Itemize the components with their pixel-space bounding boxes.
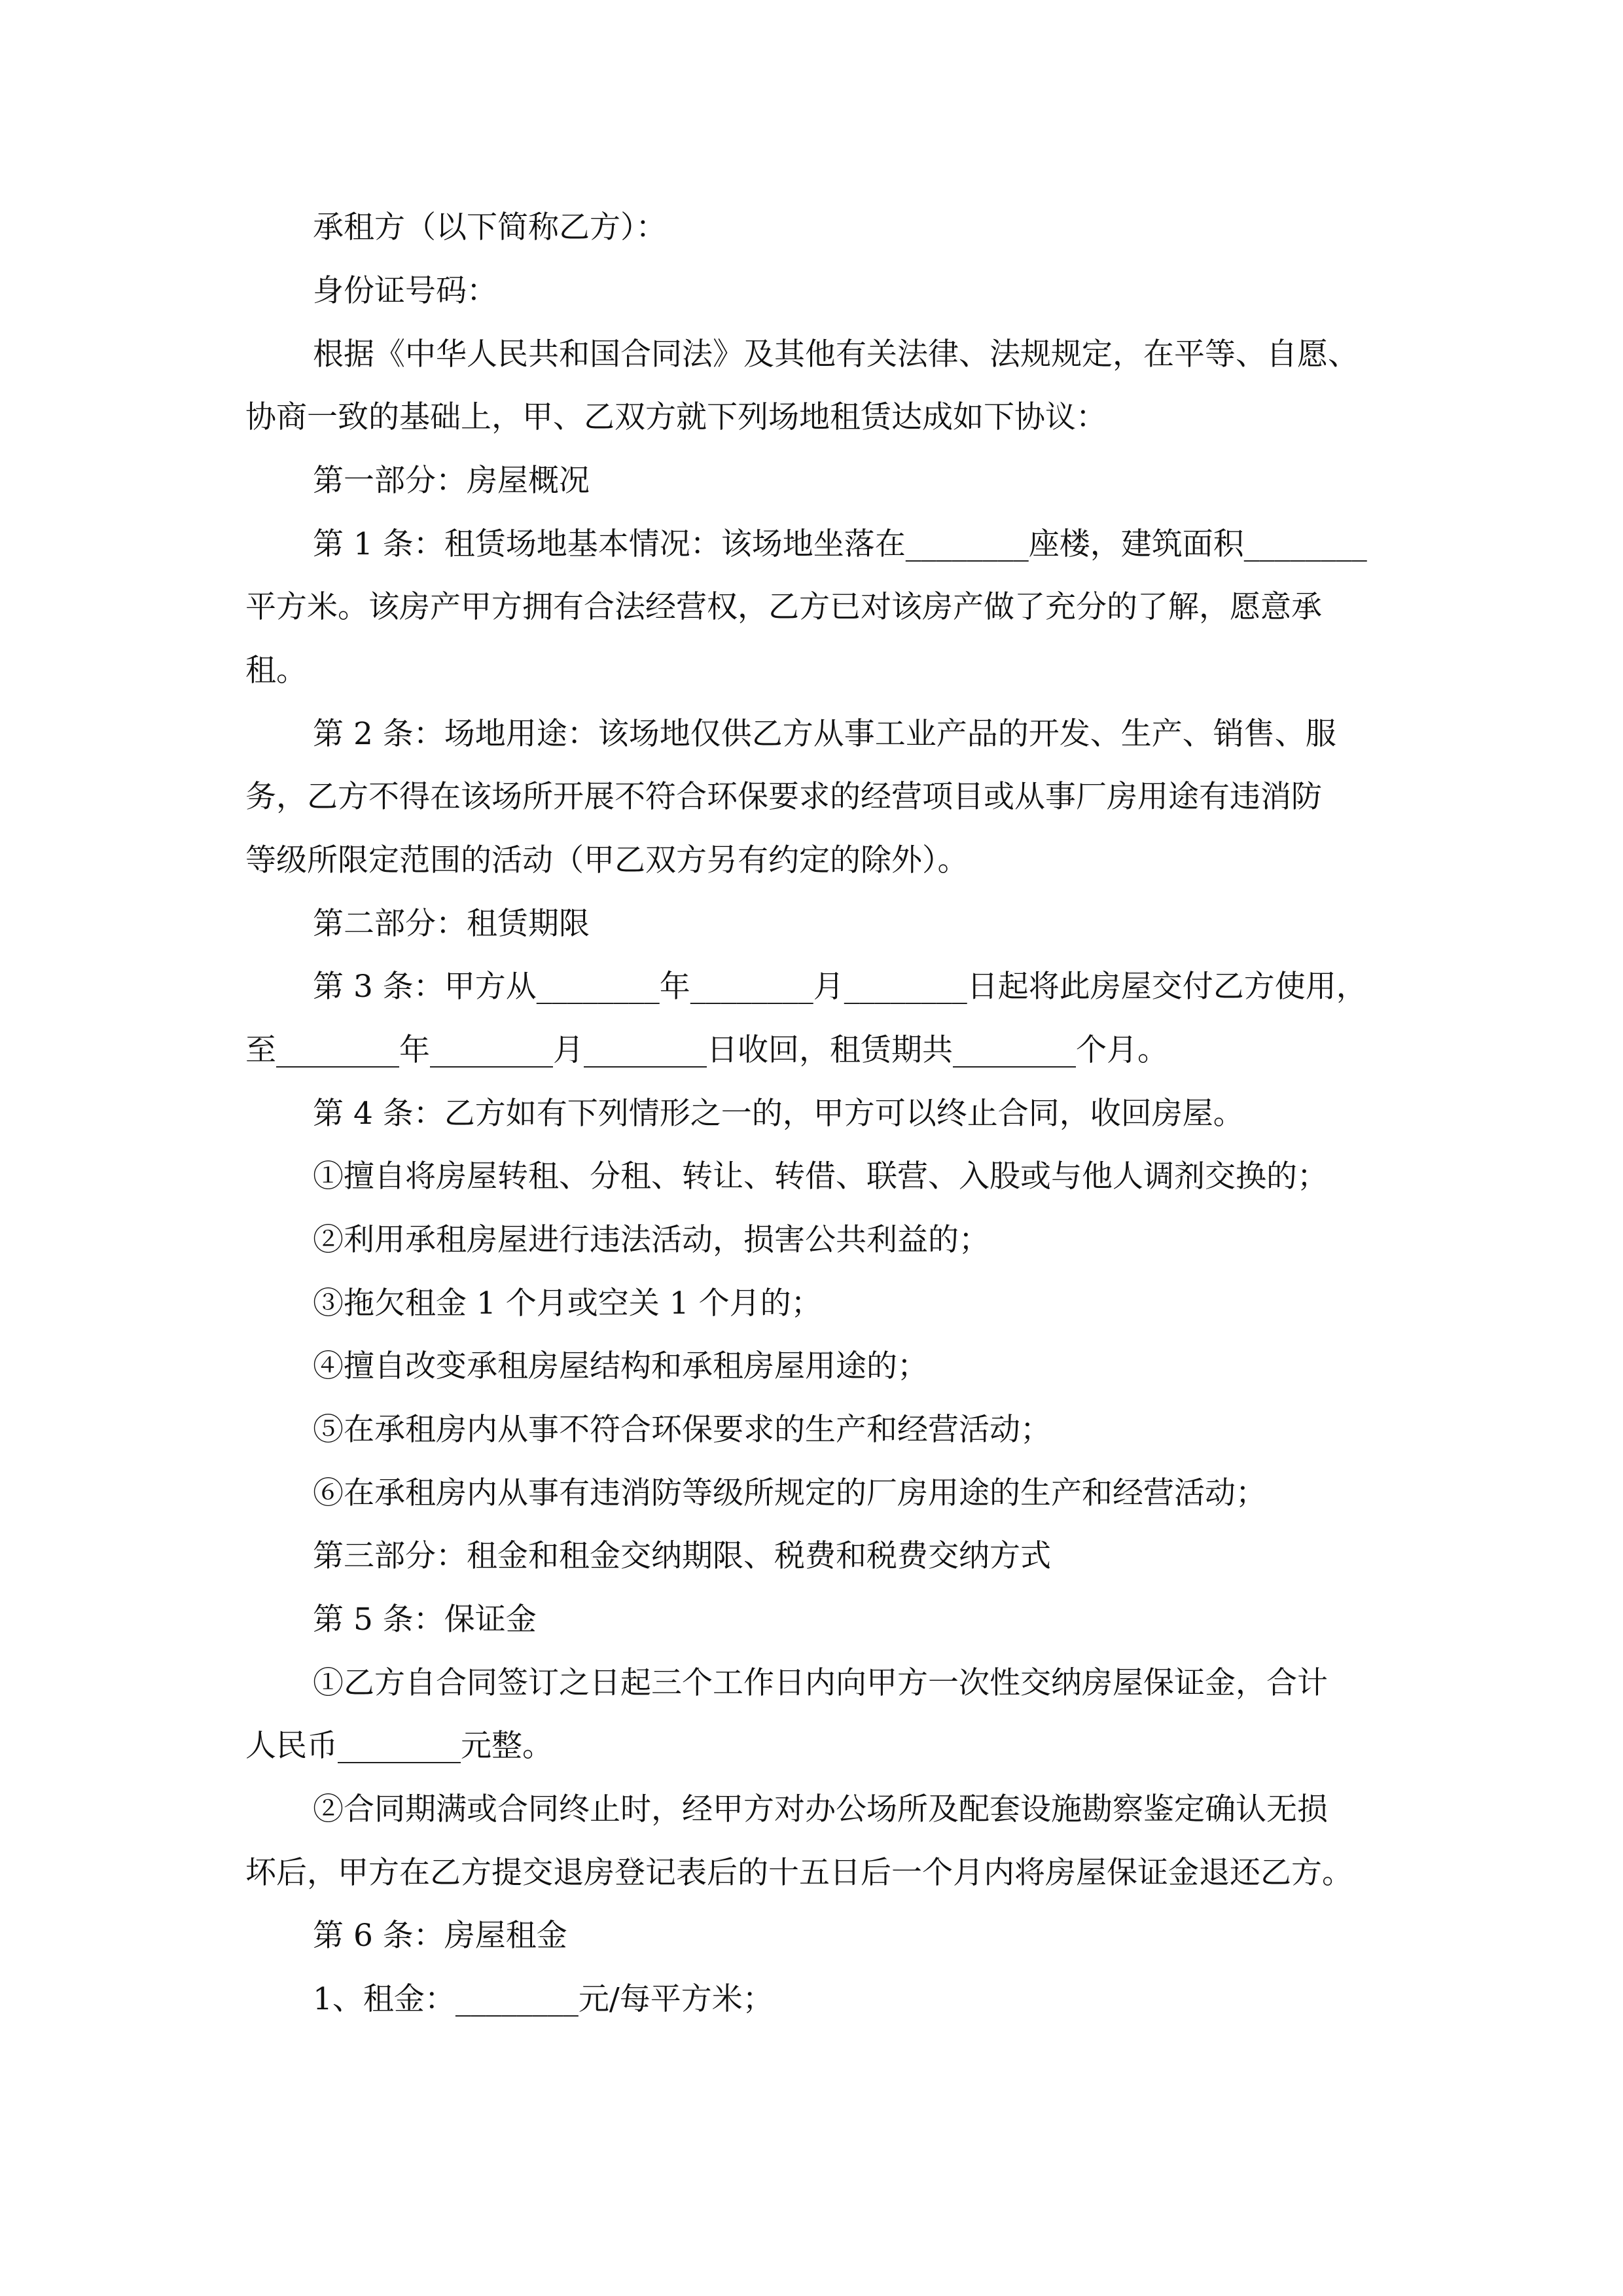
line-preamble-2: 协商一致的基础上，甲、乙双方就下列场地租赁达成如下协议：	[245, 399, 1107, 435]
line-lessee: 承租方（以下简称乙方）：	[313, 209, 667, 245]
article-5-item-2-line-2: 坏后，甲方在乙方提交退房登记表后的十五日后一个月内将房屋保证金退还乙方。	[245, 1855, 1353, 1891]
article-5-item-1-line-1: ①乙方自合同签订之日起三个工作日内向甲方一次性交纳房屋保证金，合计	[313, 1665, 1328, 1701]
article-4-item-2: ②利用承租房屋进行违法活动，损害公共利益的；	[313, 1222, 990, 1258]
article-3-line-1: 第 3 条：甲方从________年________月________日起将此房屋交付乙方使用，	[313, 969, 1367, 1005]
article-4-item-4: ④擅自改变承租房屋结构和承租房屋用途的；	[313, 1348, 928, 1384]
article-5-item-2-line-1: ②合同期满或合同终止时，经甲方对办公场所及配套设施勘察鉴定确认无损	[313, 1791, 1328, 1827]
article-4-item-3: ③拖欠租金 1 个月或空关 1 个月的；	[313, 1285, 822, 1321]
article-5-item-1-line-2: 人民币________元整。	[245, 1728, 553, 1764]
article-2-line-2: 务，乙方不得在该场所开展不符合环保要求的经营项目或从事厂房用途有违消防	[245, 779, 1322, 815]
section-heading-1: 第一部分：房屋概况	[313, 463, 590, 499]
line-id-number: 身份证号码：	[313, 273, 497, 309]
article-4-item-5: ⑤在承租房内从事不符合环保要求的生产和经营活动；	[313, 1412, 1051, 1448]
article-4-item-6: ⑥在承租房内从事有违消防等级所规定的厂房用途的生产和经营活动；	[313, 1475, 1266, 1511]
article-6-heading: 第 6 条：房屋租金	[313, 1918, 567, 1954]
article-3-line-2: 至________年________月________日收回，租赁期共________个月。	[245, 1032, 1168, 1068]
section-heading-2: 第二部分：租赁期限	[313, 906, 590, 942]
article-4-line-1: 第 4 条：乙方如有下列情形之一的，甲方可以终止合同，收回房屋。	[313, 1096, 1244, 1132]
article-4-item-1: ①擅自将房屋转租、分租、转让、转借、联营、入股或与他人调剂交换的；	[313, 1158, 1328, 1194]
line-preamble-1: 根据《中华人民共和国合同法》及其他有关法律、法规规定，在平等、自愿、	[313, 336, 1359, 372]
article-1-line-2: 平方米。该房产甲方拥有合法经营权，乙方已对该房产做了充分的了解，愿意承	[245, 589, 1322, 625]
article-1-line-3: 租。	[245, 653, 307, 689]
article-2-line-1: 第 2 条：场地用途：该场地仅供乙方从事工业产品的开发、生产、销售、服	[313, 716, 1336, 752]
article-6-item-1: 1、租金：________元/每平方米；	[313, 1981, 774, 2017]
article-2-line-3: 等级所限定范围的活动（甲乙双方另有约定的除外）。	[245, 842, 969, 878]
article-5-heading: 第 5 条：保证金	[313, 1602, 537, 1638]
section-heading-3: 第三部分：租金和租金交纳期限、税费和税费交纳方式	[313, 1538, 1051, 1574]
article-1-line-1: 第 1 条：租赁场地基本情况：该场地坐落在________座楼，建筑面积________	[313, 526, 1367, 562]
